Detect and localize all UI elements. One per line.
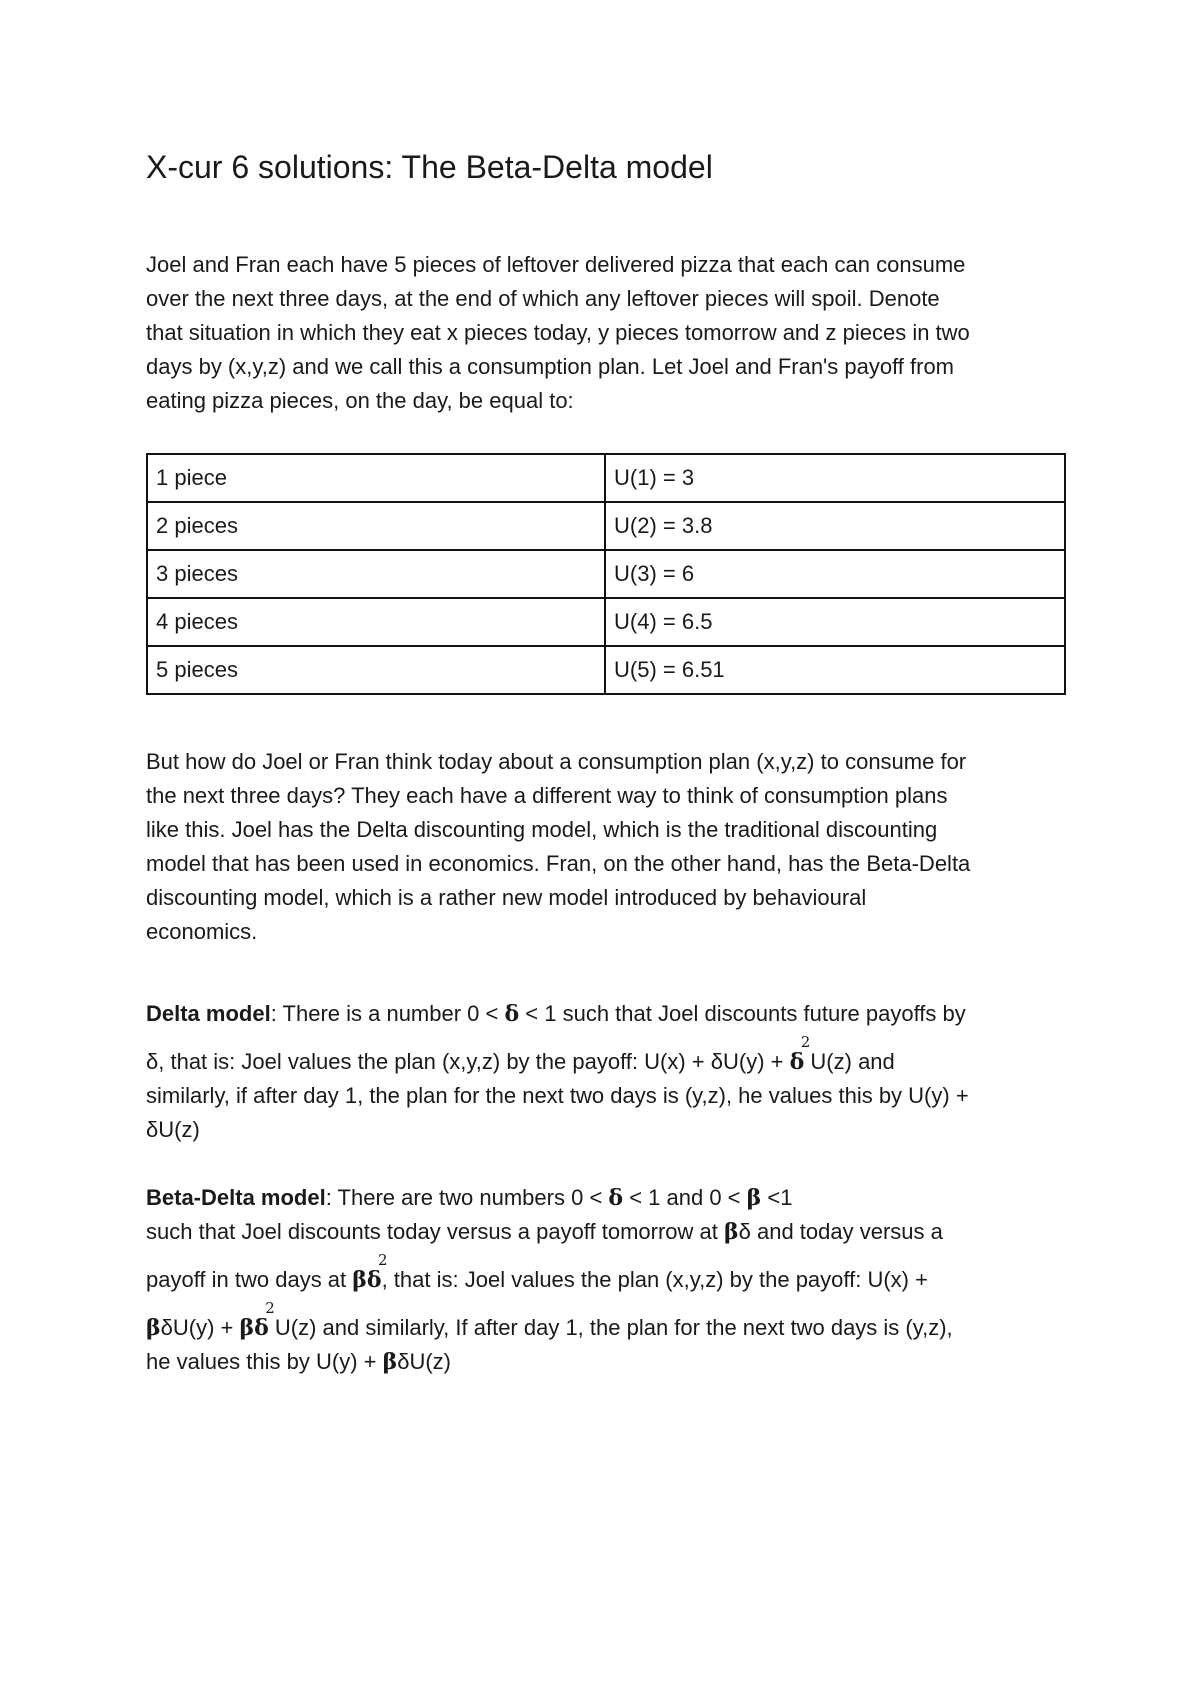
intro-paragraph <box>146 248 1066 418</box>
text-span: δU(y) + <box>160 1315 240 1340</box>
utility-cell: U(4) = 6.5 <box>605 598 1065 646</box>
text-span: δ and today versus a <box>738 1219 943 1244</box>
beta-delta-model-section <box>146 1181 1066 1379</box>
text-span: , that is: Joel values the plan (x,y,z) by the payoff: U(x) + <box>381 1267 928 1292</box>
intro-line: over the next three days, at the end of which any leftover pieces will spoil. Denote <box>146 286 940 311</box>
beta-delta-squared <box>239 1299 275 1345</box>
text-span: : There is a number 0 < <box>270 1001 505 1026</box>
utility-cell: U(2) = 3.8 <box>605 502 1065 550</box>
beta-line-2 <box>146 1215 1066 1249</box>
exponent: 2 <box>800 1033 811 1051</box>
delta-symbol: δ <box>504 1001 520 1027</box>
text-span: such that Joel discounts today versus a payoff tomorrow at <box>146 1219 725 1244</box>
table-row <box>147 454 1065 502</box>
table-row <box>147 502 1065 550</box>
beta-symbol: β <box>146 1315 161 1341</box>
intro-line: that situation in which they eat x pieces today, y pieces tomorrow and z pieces in two <box>146 320 970 345</box>
beta-line-5 <box>146 1345 1066 1379</box>
text-span: δU(z) <box>397 1349 452 1374</box>
beta-symbol: β <box>746 1185 762 1211</box>
beta-line-4 <box>146 1299 1066 1345</box>
exponent: 2 <box>265 1299 275 1317</box>
table-row <box>147 550 1065 598</box>
discussion-line: the next three days? They each have a different way to think of consumption plans <box>146 783 948 808</box>
page-title: X-cur 6 solutions: The Beta-Delta model <box>146 149 713 185</box>
beta-delta-model-label: Beta-Delta model <box>146 1185 326 1210</box>
utility-cell: U(5) = 6.51 <box>605 646 1065 694</box>
discussion-line: like this. Joel has the Delta discounting model, which is the traditional discounting <box>146 817 938 842</box>
delta-model-label: Delta model <box>146 1001 271 1026</box>
text-span: <1 <box>761 1185 793 1210</box>
pieces-cell: 3 pieces <box>147 550 605 598</box>
text-span: U(z) and similarly, If after day 1, the plan for the next two days is (y,z), <box>274 1315 953 1340</box>
beta-symbol: β <box>724 1219 739 1245</box>
delta-line-4: δU(z) <box>146 1117 200 1142</box>
text-span: < 1 such that Joel discounts future payoffs by <box>519 1001 966 1026</box>
text-span: : There are two numbers 0 < <box>325 1185 609 1210</box>
pieces-cell: 1 piece <box>147 454 605 502</box>
table-row <box>147 646 1065 694</box>
delta-squared <box>789 1033 811 1079</box>
delta-symbol: δ <box>608 1185 624 1211</box>
text-span: U(z) and <box>810 1049 895 1074</box>
discussion-line: But how do Joel or Fran think today about a consumption plan (x,y,z) to consume for <box>146 749 967 774</box>
delta-symbol: δ <box>789 1049 805 1075</box>
payoff-table <box>146 453 1066 695</box>
beta-symbol: β <box>382 1349 398 1375</box>
discussion-line: economics. <box>146 919 258 944</box>
utility-cell: U(3) = 6 <box>605 550 1065 598</box>
exponent: 2 <box>378 1251 388 1269</box>
utility-cell: U(1) = 3 <box>605 454 1065 502</box>
pieces-cell: 5 pieces <box>147 646 605 694</box>
delta-line-1 <box>146 997 1066 1031</box>
beta-line-3 <box>146 1251 1066 1297</box>
pieces-cell: 2 pieces <box>147 502 605 550</box>
pieces-cell: 4 pieces <box>147 598 605 646</box>
intro-line: eating pizza pieces, on the day, be equal to: <box>146 388 574 413</box>
text-span: he values this by U(y) + <box>146 1349 383 1374</box>
beta-line-1 <box>146 1181 1066 1215</box>
discussion-line: discounting model, which is a rather new model introduced by behavioural <box>146 885 867 910</box>
beta-delta-symbol: βδ <box>352 1267 382 1293</box>
beta-delta-squared <box>352 1251 388 1297</box>
text-span: < 1 and 0 < <box>623 1185 747 1210</box>
text-span: δ, that is: Joel values the plan (x,y,z) by the payoff: U(x) + δU(y) + <box>146 1049 790 1074</box>
intro-line: days by (x,y,z) and we call this a consumption plan. Let Joel and Fran's payoff from <box>146 354 955 379</box>
delta-model-section <box>146 997 1066 1147</box>
table-row <box>147 598 1065 646</box>
discussion-line: model that has been used in economics. Fran, on the other hand, has the Beta-Delta <box>146 851 971 876</box>
beta-delta-symbol: βδ <box>239 1315 269 1341</box>
intro-line: Joel and Fran each have 5 pieces of leftover delivered pizza that each can consume <box>146 252 966 277</box>
text-span: payoff in two days at <box>146 1267 353 1292</box>
discussion-paragraph <box>146 745 1066 949</box>
delta-line-2 <box>146 1033 1066 1079</box>
delta-line-3: similarly, if after day 1, the plan for the next two days is (y,z), he values this by U(y) + <box>146 1083 969 1108</box>
